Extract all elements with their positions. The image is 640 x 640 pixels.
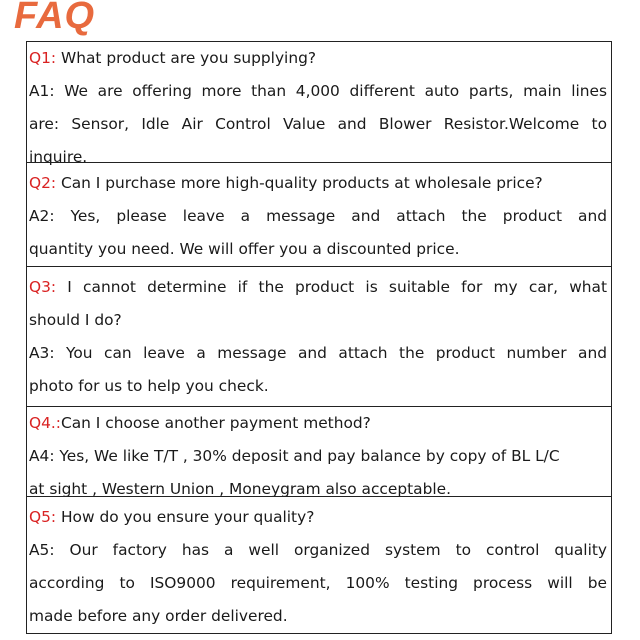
answer-line: made before any order delivered.: [29, 607, 288, 625]
question-label: Q5:: [29, 508, 57, 526]
question-text: I cannot determine if the product is suitable for my car, what: [56, 278, 607, 296]
question-text: Can I purchase more high-quality products at wholesale price?: [56, 174, 543, 192]
answer-line: inquire.: [29, 148, 88, 166]
faq-item-2: [26, 162, 612, 266]
faq-item-1: [26, 41, 612, 166]
question-label: Q1:: [29, 49, 57, 67]
question-line: [27, 167, 611, 200]
answer-line: quantity you need. We will offer you a discounted price.: [29, 240, 460, 258]
faq-heading: FAQ: [14, 0, 96, 37]
answer-line: A1: We are offering more than 4,000 different auto parts, main lines: [29, 82, 607, 100]
question-line: should I do?: [29, 311, 122, 329]
question-line: [27, 42, 611, 75]
answer-line: A5: Our factory has a well organized system to control quality: [29, 541, 607, 559]
question-text: What product are you supplying?: [56, 49, 317, 67]
answer-line: A4: Yes, We like T/T , 30% deposit and pay balance by copy of BL L/C: [29, 447, 560, 465]
faq-item-4: [26, 406, 612, 496]
question-label: Q3:: [29, 278, 57, 296]
question-text: How do you ensure your quality?: [56, 508, 315, 526]
answer-line: according to ISO9000 requirement, 100% testing process will be: [29, 574, 607, 592]
faq-item-3: [26, 266, 612, 406]
question-line: [27, 501, 611, 534]
question-label: Q2:: [29, 174, 57, 192]
answer-line: A2: Yes, please leave a message and attach the product and: [29, 207, 607, 225]
faq-item-5: [26, 496, 612, 634]
question-line: [27, 271, 611, 304]
question-line: [27, 407, 611, 440]
question-label: Q4.:: [29, 414, 61, 432]
answer-line: photo for us to help you check.: [29, 377, 269, 395]
answer-line: at sight , Western Union , Moneygram also acceptable.: [29, 480, 451, 498]
answer-line: are: Sensor, Idle Air Control Value and Blower Resistor.Welcome to: [29, 115, 607, 133]
answer-line: A3: You can leave a message and attach the product number and: [29, 344, 607, 362]
question-text: Can I choose another payment method?: [60, 414, 371, 432]
